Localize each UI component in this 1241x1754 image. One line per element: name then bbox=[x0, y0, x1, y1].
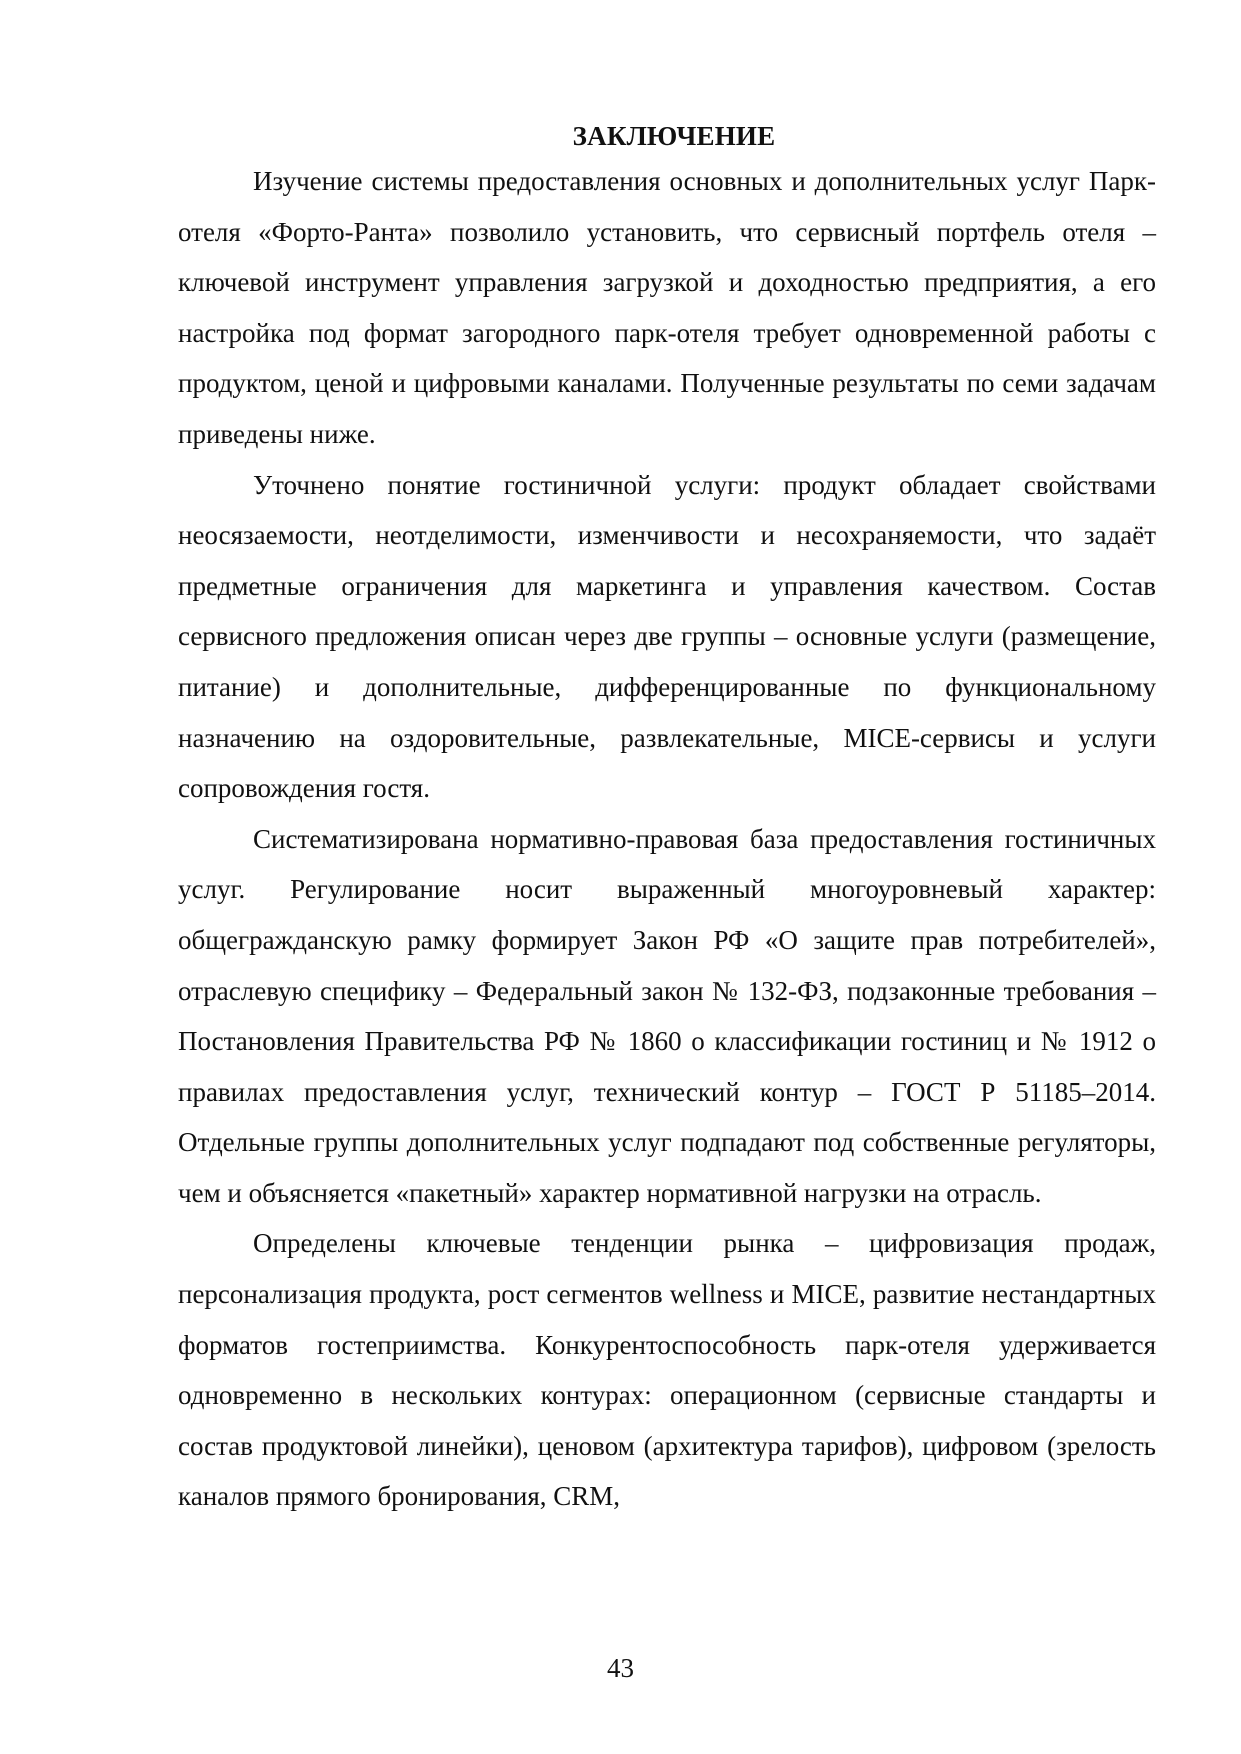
section-heading: ЗАКЛЮЧЕНИЕ bbox=[572, 121, 776, 151]
paragraph-legal-framework: Систематизирована нормативно-правовая база предоставления гостиничных услуг. Регулирование носит выраженный многоуровневый характер: общегражданскую рамку формирует Закон РФ «О защите прав потребителей», отраслевую специфику – Федеральный закон № 132-ФЗ, подзаконные требования – Постановления Правительства РФ № 1860 о классификации гостиниц и № 1912 о правилах предоставления услуг, технический контур – ГОСТ Р 51185–2014. Отдельные группы дополнительных услуг подпадают под собственные регуляторы, чем и объясняется «пакетный» характер нормативной нагрузки на отрасль. bbox=[178, 823, 1156, 1208]
page-number: 43 bbox=[607, 1653, 634, 1683]
paragraph-intro: Изучение системы предоставления основных и дополнительных услуг Парк-отеля «Форто-Ранта» позволило установить, что сервисный портфель отеля – ключевой инструмент управления загрузкой и доходностью предприятия, а его настройка под формат загородного парк-отеля требует одновременной работы с продуктом, ценой и цифровыми каналами. Полученные результаты по семи задачам приведены ниже. bbox=[178, 166, 1156, 449]
paragraph-market-trends: Определены ключевые тенденции рынка – цифровизация продаж, персонализация продукта, рост сегментов wellness и MICE, развитие нестандартных форматов гостеприимства. Конкурентоспособность парк-отеля удерживается одновременно в нескольких контурах: операционном (сервисные стандарты и состав продуктовой линейки), ценовом (архитектура тарифов), цифровом (зрелость каналов прямого бронирования, CRM, bbox=[178, 1228, 1156, 1512]
paragraph-hotel-service-concept: Уточнено понятие гостиничной услуги: продукт обладает свойствами неосязаемости, неотделимости, изменчивости и несохраняемости, что задаёт предметные ограничения для маркетинга и управления качеством. Состав сервисного предложения описан через две группы – основные услуги (размещение, питание) и дополнительные, дифференцированные по функциональному назначению на оздоровительные, развлекательные, MICE-сервисы и услуги сопровождения гостя. bbox=[178, 469, 1156, 804]
document-body bbox=[178, 116, 1156, 1522]
